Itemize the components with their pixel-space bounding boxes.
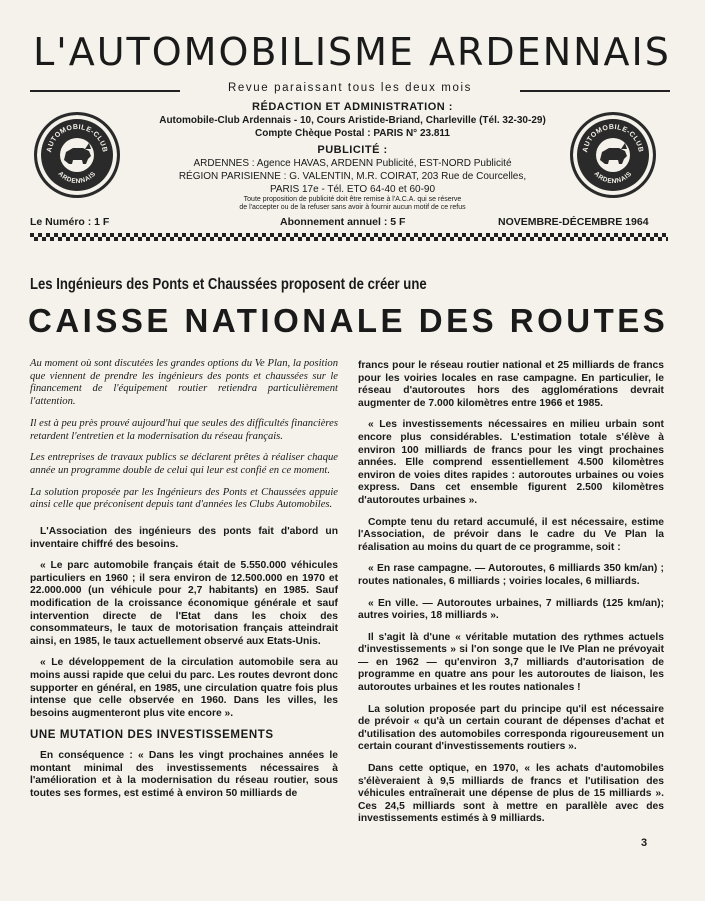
- svg-text:ARDENNAIS: ARDENNAIS: [592, 170, 634, 186]
- intro-paragraph: Au moment où sont discutées les grandes options du Ve Plan, la position que viennent de prendre les ingénieurs des ponts et chaussées sur le financement de l'équipement routier retiendra particulièrement l'attention.: [30, 358, 338, 408]
- article-intro: [30, 358, 338, 512]
- publicite-region: RÉGION PARISIENNE : G. VALENTIN, M.R. COIRAT, 203 Rue de Courcelles,: [178, 171, 527, 182]
- svg-text:AUTOMOBILE-CLUB: AUTOMOBILE-CLUB: [46, 123, 108, 154]
- body-paragraph: « Le développement de la circulation automobile sera au moins aussi rapide que celui du parc. Les routes devront donc supporter en général, en 1985, une circulation quatre fois plus intense que celle observée en 1960. Dans les villes, les besoins augmenteront plus vite encore ».: [30, 657, 338, 719]
- intro-paragraph: Il est à peu près prouvé aujourd'hui que seules des difficultés financières retardent l'entretien et la modernisation du réseau français.: [30, 417, 338, 442]
- subscription-price: Abonnement annuel : 5 F: [280, 216, 406, 228]
- redaction-address: Automobile-Club Ardennais - 10, Cours Aristide-Briand, Charleville (Tél. 32-30-29): [159, 115, 546, 126]
- body-paragraph: « Les investissements nécessaires en milieu urbain sont encore plus considérables. L'estimation totale s'élève à environ 100 milliards de francs pour les vingt prochaines années. Elle comprend essentiellement 4.500 kilomètres environ de voies dites rapides : autoroutes urbaines ou voies express. Dans cet ensemble figurent 2.500 kilomètres d'autoroutes urbaines ».: [358, 419, 664, 506]
- disclaimer-line-2: de l'accepter ou de la refuser sans avoir à fournir aucun motif de ce refus: [239, 204, 466, 211]
- body-paragraph: « Le parc automobile français était de 5.550.000 véhicules particuliers en 1960 ; il sera environ de 12.500.000 en 1970 et 22.000.000 (un véhicule pour 2,7 habitants) en 1985. Sauf modification de la croissance économique générale et sauf intervention directe de l'Etat dans les choix des consommateurs, le taux de motorisation français atteindrait ainsi, en 1985, le taux actuellement observé aux Etats-Unis.: [30, 560, 338, 647]
- article-headline: CAISSE NATIONALE DES ROUTES: [28, 302, 669, 339]
- body-paragraph: Il s'agit là d'une « véritable mutation des rythmes actuels d'investissements » si l'on songe que le IVe Plan ne prévoyait — en 1962 — qu'environ 3,7 milliards d'autorisation de programme en quatre ans pour les autoroutes de liaison, les autoroutes urbaines et les routes nationales !: [358, 631, 664, 694]
- body-paragraph: En conséquence : « Dans les vingt prochaines années le montant minimal des investissements nécessaires à l'amélioration et à la modernisation du réseau routier, sous toutes ses formes, est estimé à environ 50 milliards de: [30, 749, 338, 799]
- body-paragraph: L'Association des ingénieurs des ponts fait d'abord un inventaire chiffré des besoins.: [30, 526, 338, 550]
- redaction-heading: RÉDACTION ET ADMINISTRATION :: [252, 101, 453, 113]
- body-paragraph: Dans cette optique, en 1970, « les achats d'automobiles s'élèveraient à 9,5 milliards de francs et l'utilisation des véhicules entraînerait une dépense de plus de 15 milliards ». Ces 24,5 milliards sont à mettre en parallèle avec des investissements estimés à 9 milliards.: [358, 763, 664, 825]
- publicite-block: [120, 144, 585, 212]
- disclaimer-line-1: Toute proposition de publicité doit être remise à l'A.C.A. qui se réserve: [243, 196, 462, 203]
- masthead-title: L'AUTOMOBILISME ARDENNAIS: [33, 30, 671, 74]
- tagline-row: [30, 82, 670, 98]
- redaction-block: [120, 101, 585, 140]
- intro-paragraph: La solution proposée par les Ingénieurs des Ponts et Chaussées appuie ainsi celle que préconisent depuis tant d'années les Clubs Automobiles.: [30, 486, 338, 511]
- svg-text:AUTOMOBILE-CLUB: AUTOMOBILE-CLUB: [582, 123, 644, 154]
- body-paragraph: francs pour le réseau routier national et 25 milliards de francs pour les voiries locales en rase campagne. En particulier, le réseau d'autoroutes hors des agglomérations devrait augmenter de 7.000 kilomètres entre 1966 et 1985.: [358, 360, 664, 409]
- checkered-divider: [30, 233, 668, 242]
- issue-price: Le Numéro : 1 F: [30, 216, 110, 228]
- page-number: 3: [641, 837, 648, 849]
- cheque-account: Compte Chèque Postal : PARIS N° 23.811: [255, 128, 450, 139]
- intro-paragraph: Les entreprises de travaux publics se déclarent prêtes à réaliser chaque année un programme double de celui qui leur est confié en ce moment.: [30, 452, 338, 476]
- publicite-ardennes: ARDENNES : Agence HAVAS, ARDENN Publicité, EST-NORD Publicité: [193, 158, 512, 169]
- body-paragraph: « En ville. — Autoroutes urbaines, 7 milliards (125 km/an); autres voiries, 18 milliards ».: [358, 597, 664, 622]
- issue-date: NOVEMBRE-DÉCEMBRE 1964: [498, 216, 649, 228]
- tagline: Revue paraissant tous les deux mois: [228, 82, 472, 94]
- right-column: [358, 360, 664, 835]
- publicite-heading: PUBLICITÉ :: [317, 144, 388, 156]
- left-column: [30, 358, 338, 809]
- section-heading: UNE MUTATION DES INVESTISSEMENTS: [30, 729, 274, 742]
- left-body: [30, 526, 338, 800]
- body-paragraph: La solution proposée part du principe qu'il est nécessaire de prévoir « qu'à un certain courant de dépenses d'achat et d'utilisation des automobiles corresponda rigoureusement un certain courant d'investissements routiers ».: [358, 703, 664, 753]
- publicite-paris: PARIS 17e - Tél. ETO 64-40 et 60-90: [269, 184, 436, 195]
- body-paragraph: « En rase campagne. — Autoroutes, 6 milliards 350 km/an) ; routes nationales, 6 milliards ; voiries locales, 6 milliards.: [358, 563, 664, 587]
- club-logo-left: [34, 112, 120, 198]
- body-paragraph: Compte tenu du retard accumulé, il est nécessaire, estime l'Association, de prévoir dans le cadre du Ve Plan la réalisation au moins du quart de ce programme, soit :: [358, 516, 664, 553]
- svg-text:ARDENNAIS: ARDENNAIS: [56, 170, 98, 186]
- article-kicker: Les Ingénieurs des Ponts et Chaussées proposent de créer une: [30, 276, 427, 293]
